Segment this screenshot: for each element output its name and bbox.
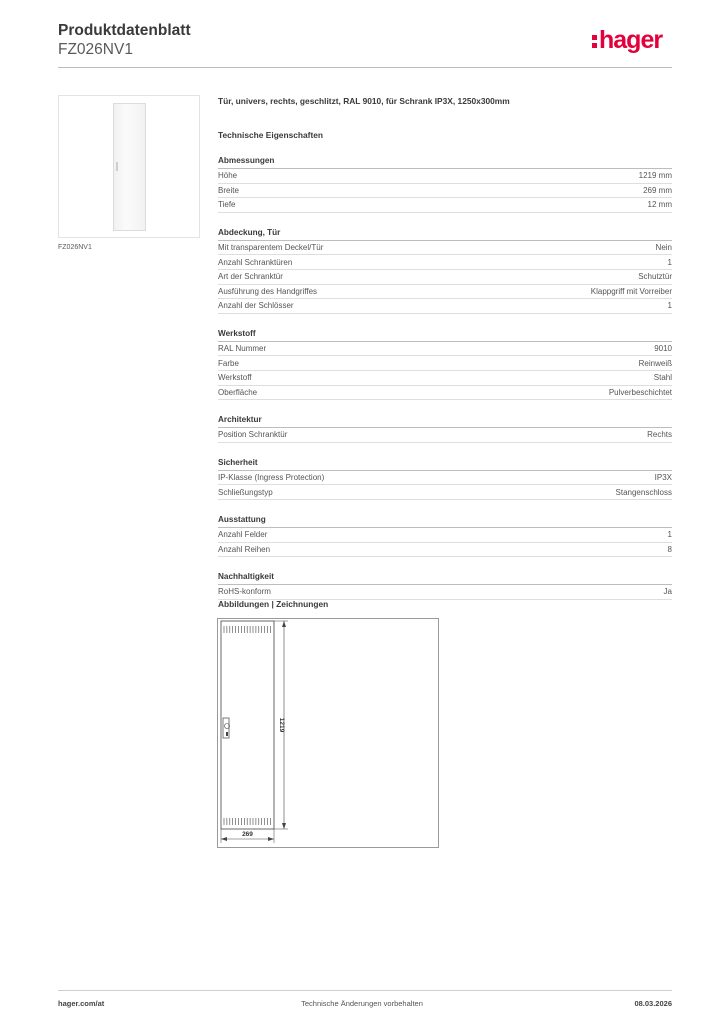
spec-row xyxy=(218,585,672,600)
footer-notice: Technische Änderungen vorbehalten xyxy=(301,999,423,1008)
spec-section xyxy=(218,155,672,213)
spec-value: Klappgriff mit Vorreiber xyxy=(590,286,672,296)
spec-label: Tiefe xyxy=(218,200,236,210)
spec-value: 1 xyxy=(667,257,672,267)
bottom-vent-slots xyxy=(224,818,270,825)
spec-value: Stahl xyxy=(653,373,672,383)
spec-label: RAL Nummer xyxy=(218,344,267,354)
section-title: Sicherheit xyxy=(218,457,672,471)
spec-label: Höhe xyxy=(218,171,238,181)
property-sections xyxy=(218,155,672,600)
section-title: Nachhaltigkeit xyxy=(218,571,672,585)
footer-date: 08.03.2026 xyxy=(634,999,672,1008)
spec-value: IP3X xyxy=(654,473,672,483)
spec-value: Pulverbeschichtet xyxy=(608,387,672,397)
product-image xyxy=(58,95,200,238)
spec-row xyxy=(218,184,672,199)
spec-row xyxy=(218,528,672,543)
spec-value: Ja xyxy=(663,587,672,597)
spec-label: Position Schranktür xyxy=(218,430,288,440)
header-divider xyxy=(58,67,672,68)
spec-row xyxy=(218,471,672,486)
hager-logo xyxy=(592,26,662,54)
spec-label: Ausführung des Handgriffes xyxy=(218,286,318,296)
spec-section xyxy=(218,328,672,400)
spec-label: Art der Schranktür xyxy=(218,272,283,282)
spec-row xyxy=(218,270,672,285)
spec-label: IP-Klasse (Ingress Protection) xyxy=(218,473,325,483)
spec-label: Werkstoff xyxy=(218,373,252,383)
spec-label: Farbe xyxy=(218,358,239,368)
spec-label: Breite xyxy=(218,185,239,195)
product-code: FZ026NV1 xyxy=(58,41,133,58)
section-title: Abdeckung, Tür xyxy=(218,227,672,241)
spec-section xyxy=(218,514,672,557)
product-description: Tür, univers, rechts, geschlitzt, RAL 9010, für Schrank IP3X, 1250x300mm xyxy=(218,96,510,106)
drawings-heading: Abbildungen | Zeichnungen xyxy=(218,599,329,609)
spec-label: Anzahl der Schlösser xyxy=(218,301,294,311)
spec-value: 269 mm xyxy=(643,185,672,195)
spec-value: Rechts xyxy=(647,430,672,440)
technical-properties-heading: Technische Eigenschaften xyxy=(218,130,324,140)
document-header xyxy=(58,22,191,59)
spec-value: 1 xyxy=(667,530,672,540)
door-image xyxy=(113,103,146,231)
spec-label: Anzahl Felder xyxy=(218,530,268,540)
spec-section xyxy=(218,227,672,314)
spec-row xyxy=(218,285,672,300)
spec-value: 12 mm xyxy=(647,200,672,210)
spec-row xyxy=(218,428,672,443)
top-vent-slots xyxy=(224,626,270,633)
document-title: Produktdatenblatt xyxy=(58,22,191,39)
spec-value: 9010 xyxy=(654,344,672,354)
spec-label: Anzahl Schranktüren xyxy=(218,257,293,267)
spec-row xyxy=(218,198,672,213)
spec-value: Stangenschloss xyxy=(615,487,672,497)
spec-row xyxy=(218,255,672,270)
spec-row xyxy=(218,169,672,184)
section-title: Abmessungen xyxy=(218,155,672,169)
door-drawing-svg xyxy=(218,619,438,847)
spec-label: Schließungstyp xyxy=(218,487,273,497)
product-image-caption: FZ026NV1 xyxy=(58,244,92,251)
spec-value: Reinweiß xyxy=(638,358,672,368)
spec-value: 1 xyxy=(667,301,672,311)
spec-value: Schutztür xyxy=(638,272,672,282)
spec-label: Oberfläche xyxy=(218,387,258,397)
technical-drawing xyxy=(217,618,439,848)
spec-value: 1219 mm xyxy=(638,171,672,181)
spec-row xyxy=(218,485,672,500)
spec-value: 8 xyxy=(667,544,672,554)
height-dimension-label: 1219 xyxy=(278,717,285,733)
logo-text: hager xyxy=(599,26,663,54)
spec-section xyxy=(218,457,672,500)
spec-row xyxy=(218,386,672,401)
spec-section xyxy=(218,571,672,600)
lock-latch xyxy=(226,732,228,736)
spec-label: RoHS-konform xyxy=(218,587,271,597)
section-title: Ausstattung xyxy=(218,514,672,528)
spec-row xyxy=(218,342,672,357)
spec-section xyxy=(218,414,672,443)
spec-row xyxy=(218,299,672,314)
spec-label: Anzahl Reihen xyxy=(218,544,271,554)
section-title: Werkstoff xyxy=(218,328,672,342)
footer-divider xyxy=(58,990,672,991)
section-title: Architektur xyxy=(218,414,672,428)
spec-value: Nein xyxy=(655,243,672,253)
width-dimension-label: 269 xyxy=(242,831,253,838)
spec-label: Mit transparentem Deckel/Tür xyxy=(218,243,324,253)
spec-row xyxy=(218,543,672,558)
spec-row xyxy=(218,241,672,256)
footer-website[interactable]: hager.com/at xyxy=(58,999,105,1008)
door-handle xyxy=(116,162,118,171)
logo-colon-icon xyxy=(592,33,597,49)
product-details xyxy=(218,96,672,600)
spec-row xyxy=(218,371,672,386)
spec-row xyxy=(218,356,672,371)
